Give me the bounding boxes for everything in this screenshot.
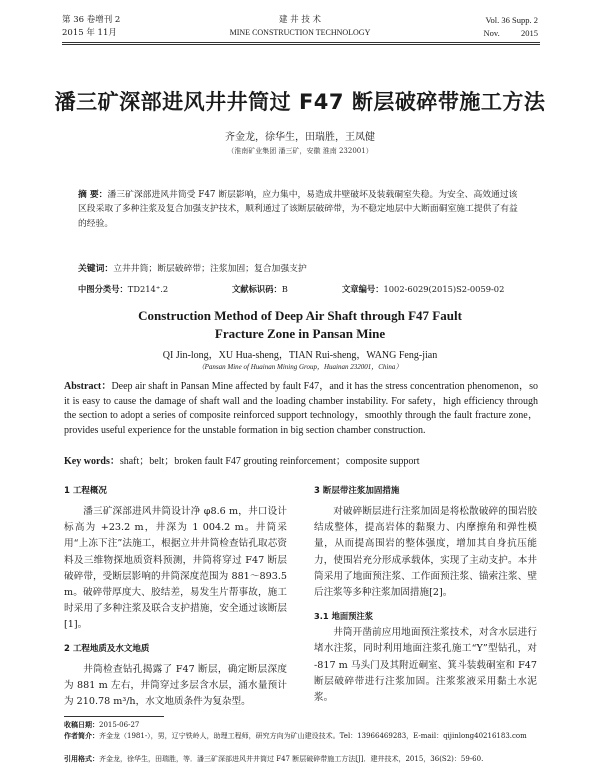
header-volume-en: Vol. 36 Supp. 2: [485, 15, 538, 25]
article-title-en: [0, 307, 600, 343]
header-date-cn: 2015 年 11月: [62, 28, 117, 38]
keywords-cn: [78, 262, 526, 276]
abstract-cn-label: 摘 要：: [78, 190, 108, 200]
footnote-citation: [64, 754, 540, 765]
footnote-author-value: 齐金龙（1981-），男，辽宁铁岭人，助理工程师，研究方向为矿山建设技术。Tel：13966469283，E-mail：qijinlong40216183.com: [99, 732, 527, 740]
abstract-cn-text: 潘三矿深部进风井筒受 F47 断层影响，应力集中，易造成井壁破坏及装载硐室失稳。为安全、高效通过该区段采取了多种注浆及复合加强支护技术，顺利通过了该断层破碎带，为不稳定地层中大断面硐室施工提供了有益的经验。: [78, 190, 518, 229]
section-2-heading: 2 工程地质及水文地质: [64, 643, 150, 654]
section-3-heading: 3 断层带注浆加固措施: [314, 486, 400, 496]
article-number: [342, 283, 504, 295]
footnote-received: [64, 720, 540, 731]
abstract-cn: [78, 188, 526, 231]
section-2-paragraph: 井筒检查钻孔揭露了 F47 断层，确定断层深度为 881 m 左右，井筒穿过多层含水层，涌水量预计为 210.78 m³/h，水文地质条件为复杂型。: [64, 663, 287, 708]
keywords-en: [64, 452, 538, 467]
footnote-received-label: 收稿日期：: [64, 721, 99, 729]
keywords-en-text: shaft；belt；broken fault F47 grouting reinforcement；composite support: [119, 456, 420, 467]
article-title-cn: 潘三矿深部进风井井筒过 F47 断层破碎带施工方法: [54, 90, 546, 114]
footnote-citation-label: 引用格式：: [64, 755, 99, 763]
keywords-cn-label: 关键词：: [78, 264, 114, 274]
footnote-author: [64, 731, 540, 742]
clc-number: [78, 283, 168, 295]
section-3-1-heading: 3.1 地面预注浆: [314, 611, 374, 622]
section-3-paragraph: 对破碎断层进行注浆加固是将松散破碎的围岩胶结成整体，提高岩体的黏聚力、内摩擦角和弹性模量，从而提高围岩的整体强度，增加其自身抗压能力，使围岩充分形成承载体，实现了主动支护。本井筒采用了地面预注浆、工作面预注浆、锚索注浆、壁后注浆等多种注浆加固措施[2]。: [314, 506, 537, 599]
affiliation-en: （Pansan Mine of Huainan Mining Group，Huainan 232001，China）: [197, 363, 403, 371]
footnote-author-label: 作者简介：: [64, 732, 99, 740]
body-column-left: [64, 484, 287, 718]
doc-code: [232, 283, 288, 295]
footnote-citation-value: 齐金龙，徐华生，田瑞胜，等．潘三矿深部进风井井筒过 F47 断层破碎带施工方法[J]．建井技术，2015，36(S2)：59-60.: [99, 755, 484, 763]
keywords-cn-text: 立井井筒；断层破碎带；注浆加固；复合加强支护: [113, 264, 307, 274]
footnote-received-value: 2015-06-27: [99, 721, 140, 729]
keywords-en-label: Key words：: [64, 456, 120, 467]
article-number-value: 1002-6029(2015)S2-0059-02: [383, 284, 505, 294]
clc-label: 中图分类号：: [78, 284, 128, 294]
body-column-right: [314, 484, 537, 714]
section-3-1-paragraph: 井筒开凿前应用地面预注浆技术，对含水层进行堵水注浆，同时利用地面注浆孔施工“Y”型钻孔，对 -817 m 马头门及其附近硐室、箕斗装载硐室和 F47 断层破碎带进行注浆加固。注浆浆液采用黏土水泥浆。: [314, 627, 537, 704]
header-date-en: Nov. 2015: [483, 28, 538, 38]
header-volume-cn: 第 36 卷增刊 2: [62, 15, 121, 25]
header-journal-cn: 建 井 技 术: [278, 15, 322, 25]
doc-label: 文献标识码：: [232, 284, 282, 294]
doc-value: B: [281, 284, 288, 294]
authors-cn: 齐金龙，徐华生，田瑞胜，王凤健: [225, 132, 375, 143]
header-rule: [62, 42, 540, 43]
abstract-en: [64, 380, 538, 438]
article-title-en-line2: Fracture Zone in Pansan Mine: [214, 326, 386, 341]
header-journal-en: MINE CONSTRUCTION TECHNOLOGY: [229, 28, 371, 37]
footnote-rule: [64, 716, 164, 717]
article-title-en-line1: Construction Method of Deep Air Shaft through F47 Fault: [138, 308, 462, 323]
article-number-label: 文章编号：: [342, 284, 384, 294]
abstract-en-label: Abstract：: [64, 381, 112, 392]
authors-en: QI Jin-long，XU Hua-sheng，TIAN Rui-sheng，WANG Feng-jian: [162, 350, 438, 361]
section-1-heading: 1 工程概况: [64, 486, 107, 496]
affiliation-cn: （淮南矿业集团 潘三矿，安徽 淮南 232001）: [227, 147, 373, 155]
abstract-en-text: Deep air shaft in Pansan Mine affected by fault F47，and it has the stress concentration phenomenon，so it is easy to cause the damage of shaft wall and the loading chamber instability. For safety，high efficiency through the section to adopt a series of composite reinforced support technology，smoothly through the fault fracture zone，provides useful experience for the unstable formation in big section chamber construction.: [64, 381, 538, 436]
clc-value: TD214⁺.2: [127, 284, 169, 294]
header-rule-double: [62, 44, 540, 45]
section-1-paragraph: 潘三矿深部进风井筒设计净 φ8.6 m，井口设计标高为 +23.2 m，井深为 1 004.2 m。井筒采用“上冻下注”法施工，根据立井井筒检查钻孔取芯资料及三维物探地质资料预测，井筒将穿过 F47 断层破碎带，受断层影响的井筒深度范围为 881～893.5 m。破碎带厚度大、胶结差，易发生片帮事故，施工时采用了多种注浆及联合支护措施，安全通过该断层[1]。: [64, 506, 287, 631]
